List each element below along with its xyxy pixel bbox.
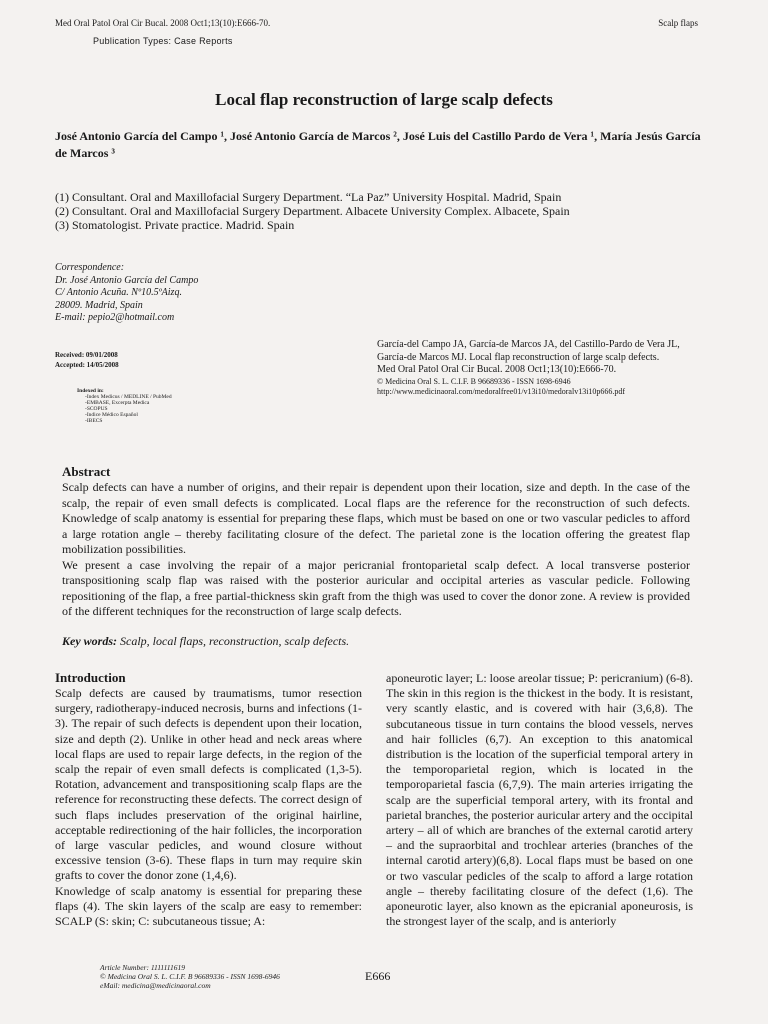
body-paragraph: Knowledge of scalp anatomy is essential for preparing these flaps (4). The skin layers of the scalp are easy to remember: SCALP (S: skin; C: subcutaneous tissue; A: bbox=[55, 883, 362, 929]
affiliation-3: (3) Stomatologist. Private practice. Madrid. Spain bbox=[55, 218, 295, 232]
right-column bbox=[386, 671, 693, 929]
authors: José Antonio García del Campo ¹, José Antonio García de Marcos ², José Luis del Castillo Pardo de Vera ¹, María Jesús García de Marcos ³ bbox=[55, 129, 701, 160]
body-paragraph: Scalp defects are caused by traumatisms, tumor resection surgery, radiotherapy-induced necrosis, burns and infections (1-3). The repair of such defects is dependent upon their location, size and depth (2). Unlike in other head and neck areas where local flaps are used to repair large defects, in the region of the scalp the repair of even small defects is complicated (1,3-5). Rotation, advancement and transpositioning scalp flaps are the reference for reconstructing these defects. The correct design of such flaps includes preservation of the original hairline, acceptable redirectioning of the hair follicles, the incorporation of large vascular pedicles, and wound closure without excessive tension (3-6). These flaps in turn may require skin grafts to cover the donor zone (1,4,6). bbox=[55, 686, 362, 883]
indexed-item: -Indice Médico Español bbox=[85, 412, 138, 418]
keywords bbox=[62, 634, 690, 650]
page-number: E666 bbox=[365, 969, 391, 983]
abstract-paragraph: We present a case involving the repair of a major pericranial frontoparietal scalp defect. A local transverse posterior transpositioning scalp flap was raised with the posterior auricular and occipital arteries as vascular pedicle. Following repositioning of the flap, a free partial-thickness skin graft from the thigh was used to cover the donor zone. A review is provided of the different techniques for the reconstruction of large scalp defects. bbox=[62, 557, 690, 618]
affiliation-2: (2) Consultant. Oral and Maxillofacial Surgery Department. Albacete University Complex. Albacete, Spain bbox=[55, 204, 570, 218]
keywords-text: Scalp, local flaps, reconstruction, scalp defects. bbox=[120, 633, 350, 648]
footer-info bbox=[100, 963, 280, 990]
correspondence bbox=[55, 262, 198, 325]
affiliation-1: (1) Consultant. Oral and Maxillofacial Surgery Department. “La Paz” University Hospital. Madrid, Spain bbox=[55, 190, 562, 204]
introduction-heading: Introduction bbox=[55, 670, 126, 685]
correspondence-name: Dr. José Antonio García del Campo bbox=[55, 274, 199, 286]
received-date: Received: 09/01/2008 bbox=[55, 351, 118, 359]
body-paragraph: aponeurotic layer; L: loose areolar tissue; P: pericranium) (6-8). The skin in this region is the thickest in the body. It is resistant, very scantly elastic, and is covered with hair (3,6,8). The subcutaneous tissue in turn contains the blood vessels, nerves and hair follicles (6,7). An exception to this anatomical distribution is the location of the superficial temporal artery in the temporoparietal region, which is located in the temporoparietal fascia (6,7,9). The main arteries irrigating the scalp are the superficial temporal artery, with its frontal and parietal branches, the posterior auricular artery and the occipital artery – all of which are branches of the external carotid artery – and the supraorbital and trochlear arteries (branches of the internal carotid artery)(6,8). Local flaps must be based on one or two vascular pedicles of the scalp to afford a large rotation angle – thereby facilitating closure of the defect (1,6). The aponeurotic layer, also known as the epicranial aponeurosis, is the strongest layer of the scalp, and is anteriorly bbox=[386, 671, 693, 929]
affiliations bbox=[55, 190, 705, 232]
left-column bbox=[55, 670, 362, 929]
footer-copyright: © Medicina Oral S. L. C.I.F. B 96689336 - ISSN 1698-6946 bbox=[100, 972, 280, 981]
keywords-label: Key words: bbox=[62, 633, 117, 648]
citation bbox=[377, 339, 697, 397]
running-title: Scalp flaps bbox=[658, 18, 698, 28]
abstract-heading: Abstract bbox=[62, 464, 111, 479]
indexed-item: -Index Medicus / MEDLINE / PubMed bbox=[85, 394, 172, 400]
correspondence-email: E-mail: pepio2@hotmail.com bbox=[55, 312, 175, 323]
indexed-in bbox=[77, 388, 172, 424]
indexed-item: -SCOPUS bbox=[85, 406, 108, 412]
accepted-date: Accepted: 14/05/2008 bbox=[55, 361, 119, 369]
correspondence-label: Correspondence: bbox=[55, 262, 125, 273]
citation-url[interactable]: http://www.medicinaoral.com/medoralfree01/v13i10/medoralv13i10p666.pdf bbox=[377, 386, 626, 396]
citation-journal: Med Oral Patol Oral Cir Bucal. 2008 Oct1;13(10):E666-70. bbox=[377, 364, 617, 375]
submission-dates bbox=[55, 350, 119, 370]
article-title: Local flap reconstruction of large scalp defects bbox=[215, 90, 553, 109]
abstract-section bbox=[62, 464, 690, 649]
correspondence-city: 28009. Madrid, Spain bbox=[55, 299, 143, 311]
article-number: Article Number: 1111111619 bbox=[100, 963, 185, 972]
indexed-item: -EMBASE, Excerpta Medica bbox=[85, 400, 150, 406]
citation-copyright: © Medicina Oral S. L. C.I.F. B 96689336 - ISSN 1698-6946 bbox=[377, 376, 571, 386]
footer-email: eMail: medicina@medicinaoral.com bbox=[100, 981, 211, 990]
publication-type: Publication Types: Case Reports bbox=[93, 36, 233, 46]
correspondence-street: C/ Antonio Acuña. Nº10.5ºAizq. bbox=[55, 287, 182, 298]
abstract-paragraph: Scalp defects can have a number of origins, and their repair is dependent upon their location, size and depth. In the case of the scalp, the repair of even small defects is complicated. Local flaps are the reference for the reconstruction of such defects. Knowledge of scalp anatomy is essential for preparing these flaps, which must be based on one or two vascular pedicles to afford a large rotation angle – thereby facilitating closure of the defect. The parietal zone is the location offering the greatest flap mobilization possibilities. bbox=[62, 480, 690, 556]
journal-header: Med Oral Patol Oral Cir Bucal. 2008 Oct1;13(10):E666-70. bbox=[55, 18, 271, 28]
indexed-title: Indexed in: bbox=[77, 388, 104, 394]
indexed-item: -IBECS bbox=[85, 418, 103, 424]
citation-text: García-del Campo JA, García-de Marcos JA, del Castillo-Pardo de Vera JL, García-de Marcos MJ. Local flap reconstruction of large scalp defects. bbox=[377, 339, 680, 363]
